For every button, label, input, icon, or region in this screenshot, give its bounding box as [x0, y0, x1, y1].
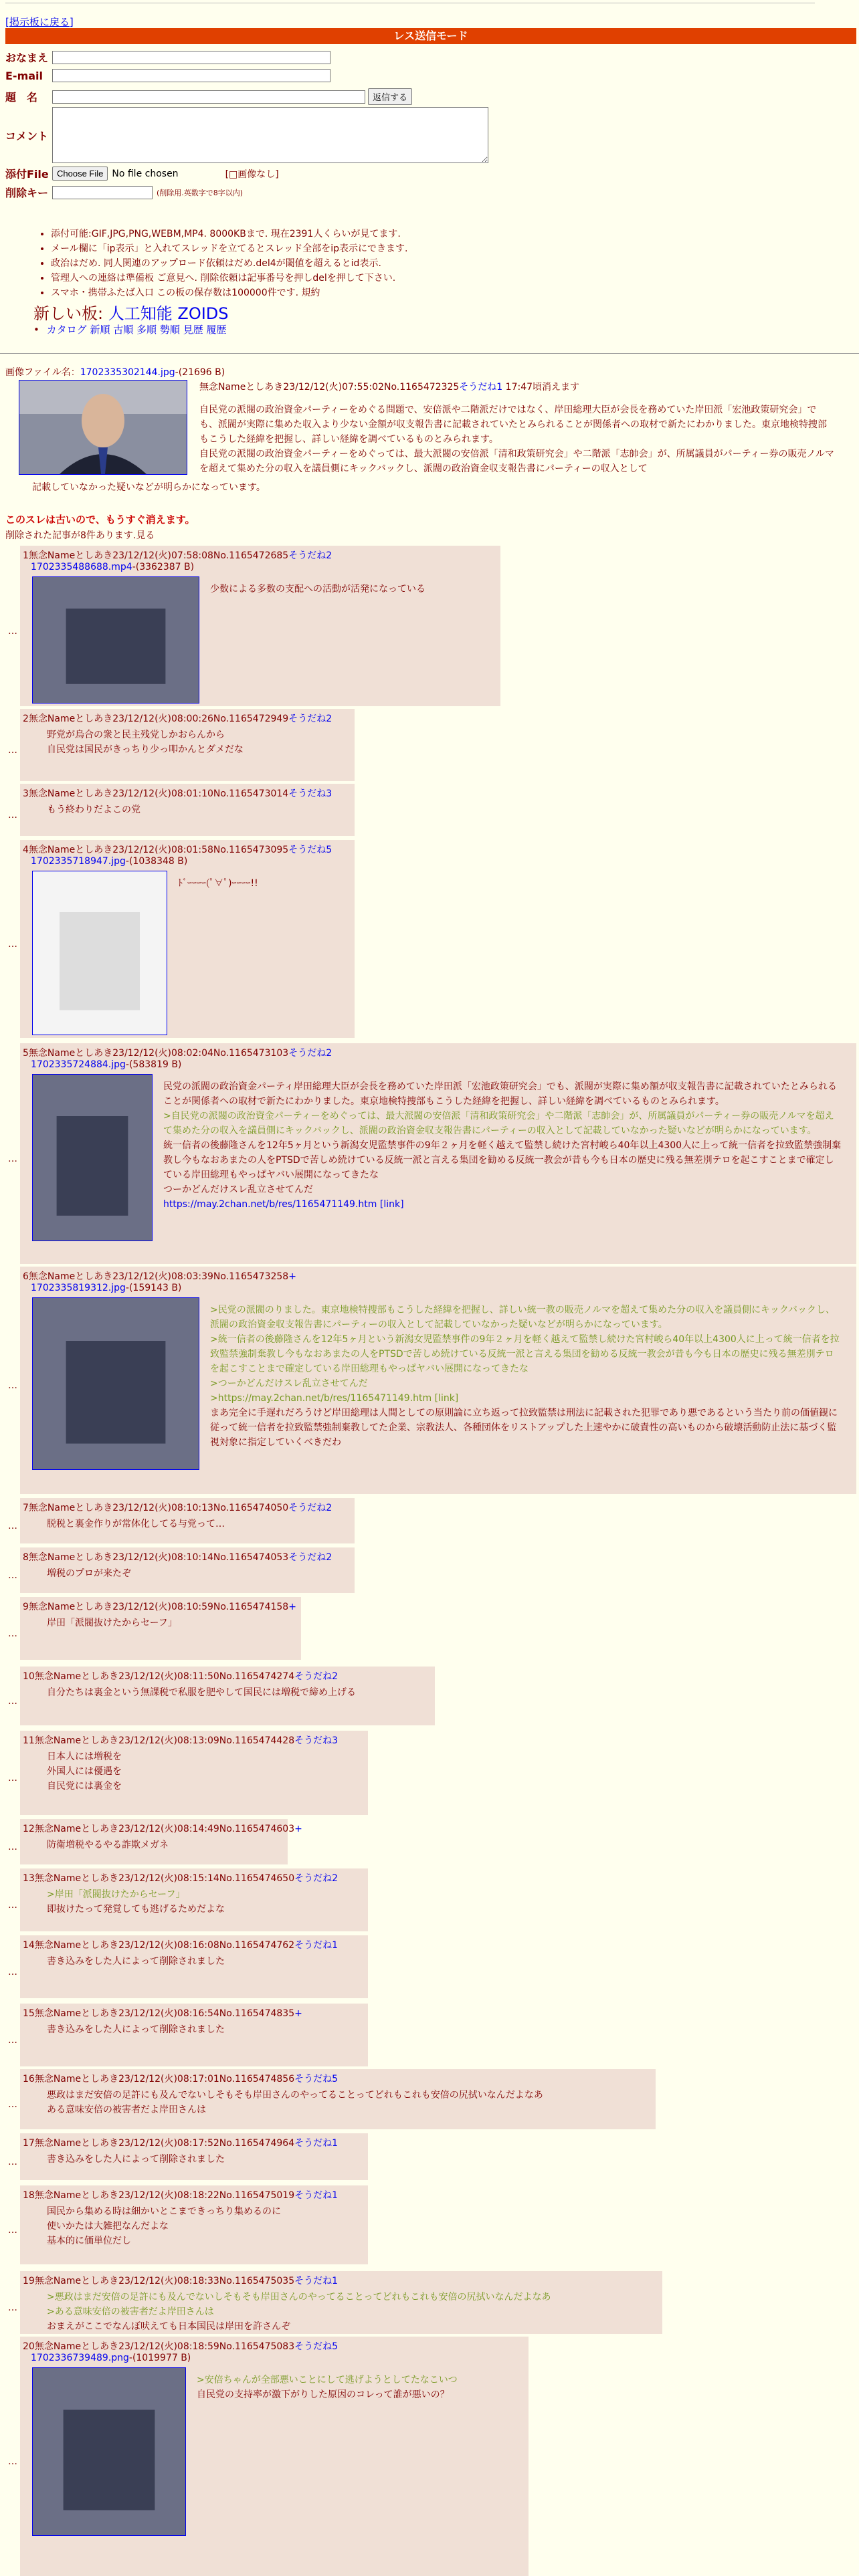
reply — [20, 1935, 368, 1998]
reply-menu-dots[interactable]: … — [8, 626, 17, 637]
reply-link[interactable]: https://may.2chan.net/b/res/1165471149.htm [link] — [163, 1199, 404, 1210]
reply-body — [47, 1887, 355, 1917]
reply-menu-dots[interactable]: … — [8, 1380, 17, 1391]
reply-header — [23, 2006, 302, 2020]
reply-file-size: -(159143 B) — [125, 1283, 182, 1293]
reply-thumbnail[interactable] — [32, 2367, 186, 2536]
reply-menu-dots[interactable]: … — [8, 1773, 17, 1784]
sodane-link[interactable]: + — [288, 1602, 296, 1612]
reply-body — [47, 1954, 355, 1969]
reply-body — [47, 728, 341, 757]
reply-text-2: 統一信者の後藤隆さんを12年5ヶ月という新潟女児監禁事件の9年２ヶ月を軽く越えて監禁し続けた宮村峻ら40年以上4300人に上って統一信者を拉致監禁強制棄教し今もなおあまたの人をPTSDで苦しめ続けている反統一派と言える集団を勧める反統一教会が昔も今も日本の歴史に残る無差別テロを起こすことまで確定している岸田総理もやっぱヤバい展開になってきたな つーかどんだけスレ乱立させてんだ — [163, 1140, 842, 1195]
comment-row — [5, 107, 488, 163]
reply — [20, 1731, 368, 1815]
reply-menu-dots[interactable]: … — [8, 1967, 17, 1977]
reply-text: 岸田「派閥抜けたからセーフ」 — [47, 1618, 177, 1628]
name-row — [5, 49, 330, 65]
reply-thumbnail[interactable] — [32, 576, 199, 704]
nav-many[interactable]: 多順 — [136, 324, 157, 336]
reply-text: 日本人には増税を 外国人には優遇を 自民党には裏金を — [47, 1751, 122, 1792]
nav-history[interactable]: 履歴 — [206, 324, 227, 336]
reply-file-link[interactable]: 1702335488688.mp4 — [31, 562, 132, 572]
subject-input[interactable] — [52, 90, 365, 104]
reply-menu-dots[interactable]: … — [8, 2099, 17, 2110]
reply-header — [23, 1733, 338, 1747]
back-to-board-link[interactable]: [掲示板に戻る] — [5, 16, 74, 28]
reply-header — [23, 2072, 338, 2085]
reply-text: 即抜けたって発覚しても逃げるためだよな — [47, 1904, 225, 1915]
sodane-link[interactable]: そうだね1 — [294, 2276, 339, 2286]
reply-body — [210, 1303, 843, 1450]
sodane-link[interactable]: そうだね5 — [294, 2341, 339, 2352]
reply-body — [47, 2290, 649, 2334]
reply-menu-dots[interactable]: … — [8, 2225, 17, 2236]
op-sodane[interactable]: そうだね1 — [459, 382, 503, 393]
reply-text: 少数による多数の支配への活動が活発になっている — [210, 584, 425, 595]
reply-header — [23, 843, 332, 856]
reply-body — [47, 802, 341, 817]
reply-header — [23, 1550, 332, 1564]
thread-nav-links: • カタログ 新順 古順 多順 勢順 見歴 履歴 — [33, 324, 227, 336]
reply — [20, 1597, 301, 1660]
submit-button[interactable]: 返信する — [368, 88, 412, 105]
reply-file-size: -(1019977 B) — [128, 2353, 191, 2363]
reply-body — [47, 2022, 355, 2037]
reply-body — [47, 2152, 355, 2167]
reply-body — [163, 1079, 843, 1212]
reply-text: 自分たちは裏金という無課税で私服を肥やして国民には増税で締め上げる — [47, 1687, 356, 1698]
reply — [20, 2004, 368, 2066]
reply-file-size: -(583819 B) — [125, 1059, 182, 1070]
reply — [20, 2069, 656, 2129]
reply-header — [23, 786, 332, 800]
note-item: • 管理人への連絡は準備板 ご意見へ. 削除依頼は記事番号を押しdelを押して下さい. — [51, 271, 407, 286]
nav-old[interactable]: 古順 — [113, 324, 134, 336]
sodane-link[interactable]: そうだね3 — [294, 1735, 339, 1746]
nav-viewed[interactable]: 見歴 — [183, 324, 203, 336]
op-file-size: -(21696 B) — [175, 367, 225, 378]
reply-file-size: -(3362387 B) — [132, 562, 195, 572]
reply-menu-dots[interactable]: … — [8, 1628, 17, 1639]
reply-header — [23, 2339, 338, 2353]
sodane-link[interactable]: + — [288, 1271, 296, 1282]
reply-thumbnail[interactable] — [32, 1297, 199, 1470]
reply — [20, 1868, 368, 1931]
sodane-link[interactable]: そうだね2 — [288, 714, 332, 724]
reply-header-text: 17無念Nameとしあき23/12/12(火)08:17:52No.1165474964 — [23, 2138, 295, 2149]
reply — [20, 1498, 355, 1543]
reply-header — [23, 548, 332, 562]
reply-body — [47, 1616, 288, 1630]
reply-menu-dots[interactable]: … — [8, 1900, 17, 1911]
sodane-link[interactable]: そうだね1 — [294, 2138, 339, 2149]
reply-quote: >岸田「派閥抜けたからセーフ」 — [47, 1889, 185, 1900]
reply-text: 悪政はまだ安倍の足許にも及んでないしそもそも岸田さんのやってることってどれもこれも安倍の尻拭いなんだよなあ ある意味安倍の被害者だよ岸田さんは — [47, 2090, 543, 2115]
op-body-tail: 記載していなかった疑いなどが明らかになっています。 — [32, 482, 266, 493]
op-header — [199, 380, 579, 393]
sodane-link[interactable]: そうだね2 — [294, 1873, 339, 1884]
name-label: おなまえ — [5, 51, 49, 64]
new-boards-row — [33, 300, 229, 324]
reply-quote: >民党の派閥のりました。東京地検特捜部もこうした経緯を把握し、詳しい統一教の販売ノルマを超えて集めた分の収入を議員側にキックバックし、派閥の政治資金収支報告書にパーティーの収入として記載していなかった疑いなどが明らかになっています。 >統一信者の後藤隆さんを12年5ヶ月という新潟女児監禁事件の9年２ヶ月を軽く越えて監禁し続けた宮村峻ら40年以上4300人に上って統一信者を拉致監禁強制棄教し今もなおあまたの人をPTSDで苦しめ続けている反統一派と言える集団を勧める反統一教会が昔も今も日本の歴史に残る無差別テロを起こすことまで確定している岸田総理もやっぱヤバい展開になってきたな >つーかどんだけスレ乱立させてんだ >https://may.2chan.net/b/res/1165471149.htm [link] — [210, 1305, 840, 1404]
email-row — [5, 69, 330, 82]
no-file-text: No file chosen — [112, 168, 179, 179]
reply — [20, 1667, 435, 1725]
reply-menu-dots[interactable]: … — [8, 2157, 17, 2167]
reply-text: おまえがここでなんぼ吠えても日本国民は岸田を許さんぞ — [47, 2321, 290, 2332]
reply-header — [23, 1938, 338, 1951]
reply — [20, 1043, 856, 1264]
reply-text: 自民党の支持率が激下がりした原因のコレって誰が悪いの？ — [197, 2389, 450, 2400]
reply-menu-dots[interactable]: … — [8, 939, 17, 950]
reply-body — [178, 876, 341, 891]
reply-header — [23, 1501, 332, 1514]
reply-header-text: 16無念Nameとしあき23/12/12(火)08:17:01No.1165474856 — [23, 2074, 295, 2084]
op-file-line — [5, 365, 225, 379]
reply-body — [47, 1749, 355, 1794]
sodane-link[interactable]: そうだね2 — [294, 1671, 339, 1682]
reply-menu-dots[interactable]: … — [8, 745, 17, 756]
reply-header — [23, 1046, 332, 1059]
reply-file-link[interactable]: 1702336739489.png — [31, 2353, 129, 2363]
reply-header-text: 8無念Nameとしあき23/12/12(火)08:10:14No.1165474053 — [23, 1552, 289, 1563]
reply-text: ﾄﾞｰｰｰｰ(ﾟ∀ﾟ)ｰｰｰｰ!! — [178, 878, 258, 889]
email-input[interactable] — [52, 69, 330, 82]
delete-key-input[interactable] — [52, 186, 153, 199]
sodane-link[interactable]: そうだね1 — [294, 1940, 339, 1951]
reply-text: 書き込みをした人によって削除されました — [47, 1956, 225, 1967]
file-row — [5, 166, 279, 181]
comment-textarea[interactable] — [52, 107, 488, 163]
reply-header — [23, 2188, 338, 2202]
reply-header-text: 12無念Nameとしあき23/12/12(火)08:14:49No.1165474603 — [23, 1824, 295, 1834]
reply-quote: >悪政はまだ安倍の足許にも及んでないしそもそも岸田さんのやってることってどれもこれも安倍の尻拭いなんだよなあ >ある意味安倍の被害者だよ岸田さんは — [47, 2292, 551, 2317]
nav-momentum[interactable]: 勢順 — [159, 324, 180, 336]
reply-header-text: 2無念Nameとしあき23/12/12(火)08:00:26No.1165472949 — [23, 714, 289, 724]
note-item: • 政治はだめ. 同人関連のアップロード依頼はだめ.del4が閾値を超えるとid表示. — [51, 256, 407, 271]
reply — [20, 840, 355, 1038]
reply-text: 書き込みをした人によって削除されました — [47, 2154, 225, 2165]
reply — [20, 784, 355, 836]
subject-label: 題 名 — [5, 91, 38, 104]
op-body: 自民党の派閥の政治資金パーティーをめぐる問題で、安倍派や二階派だけではなく、岸田総理大臣が会長を務めていた岸田派「宏池政策研究会」でも、派閥が実際に集めた収入より少ない金額が収支報告書に記載されていたとみられることが関係者への取材で新たにわかりました。東京地検特捜部もこうした経緯を把握し、詳しい経緯を調べているものとみられます。 自民党の派閥の政治資金パーティーをめぐっては、最大派閥の安倍派「清和政策研究会」や二階派「志帥会」が、所属議員がパーティー券の販売ノルマを超えて集めた分の収入を議員側にキックバックし、派閥の政治資金収支報告書にパーティーの収入として — [199, 405, 834, 474]
reply-menu-dots[interactable]: … — [8, 1521, 17, 1531]
reply-text: 野党が烏合の衆と民主残党しかおらんから 自民党は国民がきっちり少っ叩かんとダメだな — [47, 730, 244, 755]
delete-key-row — [5, 185, 243, 200]
reply-header — [23, 1600, 296, 1613]
reply-menu-dots[interactable]: … — [8, 1154, 17, 1164]
reply-header-text: 13無念Nameとしあき23/12/12(火)08:15:14No.1165474650 — [23, 1873, 295, 1884]
reply-thumbnail[interactable] — [32, 871, 167, 1035]
reply-header-text: 9無念Nameとしあき23/12/12(火)08:10:59No.1165474158 — [23, 1602, 289, 1612]
reply-header-text: 5無念Nameとしあき23/12/12(火)08:02:04No.1165473103 — [23, 1048, 289, 1059]
subject-row — [5, 88, 412, 105]
file-label: 添付File — [5, 168, 49, 181]
note-item: • 添付可能:GIF,JPG,PNG,WEBM,MP4. 8000KBまで. 現在2391人くらいが見てます. — [51, 227, 407, 241]
reply-file-line — [31, 856, 187, 867]
reply-header — [23, 1669, 338, 1683]
choose-file-button[interactable]: Choose File — [52, 167, 108, 181]
no-image-checkbox[interactable]: [□画像なし] — [225, 169, 279, 180]
reply-file-link[interactable]: 1702335724884.jpg — [31, 1059, 126, 1070]
comment-label: コメント — [5, 129, 49, 142]
reply-header-text: 11無念Nameとしあき23/12/12(火)08:13:09No.1165474428 — [23, 1735, 295, 1746]
reply-header-text: 15無念Nameとしあき23/12/12(火)08:16:54No.1165474835 — [23, 2008, 295, 2019]
delete-key-label: 削除キー — [5, 187, 49, 199]
note-item: • スマホ・携帯ふたば入口 この板の保存数は100000件です. 規約 — [51, 286, 407, 300]
reply-body — [47, 1517, 341, 1531]
reply-body — [210, 582, 487, 597]
reply-file-size: -(1038348 B) — [125, 856, 188, 867]
reply-file-line — [31, 2353, 191, 2363]
reply-header-text: 4無念Nameとしあき23/12/12(火)08:01:58No.1165473095 — [23, 845, 289, 855]
reply-menu-dots[interactable]: … — [8, 1842, 17, 1852]
reply — [20, 709, 355, 781]
sodane-link[interactable]: そうだね2 — [288, 1048, 332, 1059]
reply — [20, 2337, 529, 2576]
sodane-link[interactable]: そうだね3 — [288, 788, 332, 799]
board-notes — [24, 227, 407, 300]
reply-header — [23, 1822, 302, 1835]
reply-header — [23, 1269, 296, 1283]
reply-text-2: まあ完全に手遅れだろうけど岸田総理は人間としての原則論に立ち返って拉致監禁は刑法に記載された犯罪であり悪であるという当たり前の価値観に従って統一信者を拉致監禁強制棄教してた企業、宗教法人、各種団体をリストアップした上速やかに破責性の高いものから破壊活動防止法に基づく監視対象に指定していくべきだわ — [210, 1408, 838, 1448]
reply-header-text: 7無念Nameとしあき23/12/12(火)08:10:13No.1165474050 — [23, 1503, 289, 1513]
reply-menu-dots[interactable]: … — [8, 1570, 17, 1581]
op-file-link[interactable]: 1702335302144.jpg — [80, 367, 175, 378]
reply — [20, 1547, 355, 1593]
sodane-link[interactable]: そうだね2 — [288, 550, 332, 561]
board-link-zoids[interactable]: ZOIDS — [177, 304, 229, 323]
reply-header-text: 19無念Nameとしあき23/12/12(火)08:18:33No.1165475035 — [23, 2276, 295, 2286]
reply-header-text: 1無念Nameとしあき23/12/12(火)07:58:08No.1165472685 — [23, 550, 289, 561]
reply-text: 防衛増税やるやる詐欺メガネ — [47, 1840, 169, 1850]
reply-file-line — [31, 1283, 181, 1293]
reply-header-text: 14無念Nameとしあき23/12/12(火)08:16:08No.1165474762 — [23, 1940, 295, 1951]
reply-body — [47, 2088, 642, 2117]
sodane-link[interactable]: そうだね2 — [288, 1552, 332, 1563]
sodane-link[interactable]: そうだね5 — [288, 845, 332, 855]
reply-menu-dots[interactable]: … — [8, 2035, 17, 2046]
reply-body — [197, 2373, 515, 2402]
delete-key-hint: (削除用.英数字で8字以内) — [157, 188, 244, 197]
reply — [20, 1819, 302, 1864]
reply-text: 書き込みをした人によって削除されました — [47, 2024, 225, 2035]
sodane-link[interactable]: そうだね1 — [294, 2190, 339, 2201]
reply-header — [23, 2274, 338, 2287]
reply-text: 増税のプロが来たぞ — [47, 1568, 131, 1579]
reply-menu-dots[interactable]: … — [8, 1696, 17, 1707]
note-item: • メール欄に「ip表示」と入れてスレッドを立てるとスレッド全部をip表示にできます. — [51, 241, 407, 256]
op-header-text: 無念Nameとしあき23/12/12(火)07:55:02No.1165472325 — [199, 382, 460, 393]
reply-header — [23, 2136, 338, 2149]
board-link-ai[interactable]: 人工知能 — [108, 304, 173, 323]
expiry-warning: このスレは古いので、もうすぐ消えます。 — [5, 514, 195, 526]
reply-body — [47, 2204, 355, 2248]
reply-text: 国民から集める時は細かいとこまできっちり集めるのに 使いかたは大雑把なんだよな 基本的に価単位だし — [47, 2206, 281, 2246]
reply-mode-bar: レス送信モード — [5, 28, 856, 44]
reply-body — [47, 1566, 341, 1581]
reply-file-line — [31, 562, 194, 572]
sodane-link[interactable]: + — [294, 2008, 302, 2019]
op-expire: 17:47頃消えます — [505, 382, 580, 393]
name-input[interactable] — [52, 51, 330, 64]
reply-text: もう終わりだよこの党 — [47, 804, 140, 815]
reply-header-text: 6無念Nameとしあき23/12/12(火)08:03:39No.1165473258 — [23, 1271, 289, 1282]
reply-header-text: 18無念Nameとしあき23/12/12(火)08:18:22No.1165475019 — [23, 2190, 295, 2201]
reply-file-link[interactable]: 1702335819312.jpg — [31, 1283, 126, 1293]
reply-text: 脱税と裏金作りが常体化してる与党って… — [47, 1519, 225, 1529]
reply-menu-dots[interactable]: … — [8, 2456, 17, 2467]
reply-quote: >自民党の派閥の政治資金パーティーをめぐっては、最大派閥の安倍派「清和政策研究会」や二階派「志帥会」が、所属議員がパーティー券の販売ノルマを超えて集めた分の収入を議員側にキックバックし、派閥の政治資金収支報告書にパーティーの収入として記載していなかった疑いなどが明らかになっています。 — [163, 1111, 834, 1136]
reply-menu-dots[interactable]: … — [8, 2302, 17, 2313]
email-label: E-mail — [5, 69, 43, 82]
reply — [20, 2271, 662, 2334]
reply-body — [47, 1685, 421, 1700]
reply-body — [47, 1838, 274, 1852]
reply-header-text: 10無念Nameとしあき23/12/12(火)08:11:50No.1165474274 — [23, 1671, 295, 1682]
reply-file-link[interactable]: 1702335718947.jpg — [31, 856, 126, 867]
reply-header — [23, 1871, 338, 1885]
reply-header — [23, 712, 332, 725]
reply — [20, 2133, 368, 2180]
reply — [20, 1267, 856, 1494]
reply-text: 民党の派閥の政治資金パーティ岸田総理大臣が会長を務めていた岸田派「宏池政策研究会」でも、派閥が実際に集め額が収支報告書に記載されていたとみられることが関係者への取材で新たにわかりました。東京地検特捜部もこうした経緯を把握し、詳しい経緯を調べているものとみられます。 — [163, 1081, 837, 1107]
nav-catalog[interactable]: カタログ — [46, 324, 87, 336]
sodane-link[interactable]: そうだね2 — [288, 1503, 332, 1513]
reply-header-text: 3無念Nameとしあき23/12/12(火)08:01:10No.1165473014 — [23, 788, 289, 799]
nav-new[interactable]: 新順 — [90, 324, 110, 336]
divider — [0, 353, 859, 354]
reply-header-text: 20無念Nameとしあき23/12/12(火)08:18:59No.1165475083 — [23, 2341, 295, 2352]
reply — [20, 2185, 368, 2264]
sodane-link[interactable]: + — [294, 1824, 302, 1834]
sodane-link[interactable]: そうだね5 — [294, 2074, 339, 2084]
op-file-label: 画像ファイル名： — [5, 367, 80, 378]
reply-thumbnail[interactable] — [32, 1074, 153, 1241]
reply-quote: >安倍ちゃんが全部悪いことにして逃げようとしてたなこいつ — [197, 2375, 458, 2385]
new-boards-prefix: 新しい板: — [33, 304, 104, 323]
reply-file-line — [31, 1059, 181, 1070]
reply — [20, 546, 500, 706]
deleted-info: 削除された記事が8件あります.見る — [5, 530, 155, 541]
reply-menu-dots[interactable]: … — [8, 810, 17, 821]
op-image[interactable] — [19, 380, 187, 475]
